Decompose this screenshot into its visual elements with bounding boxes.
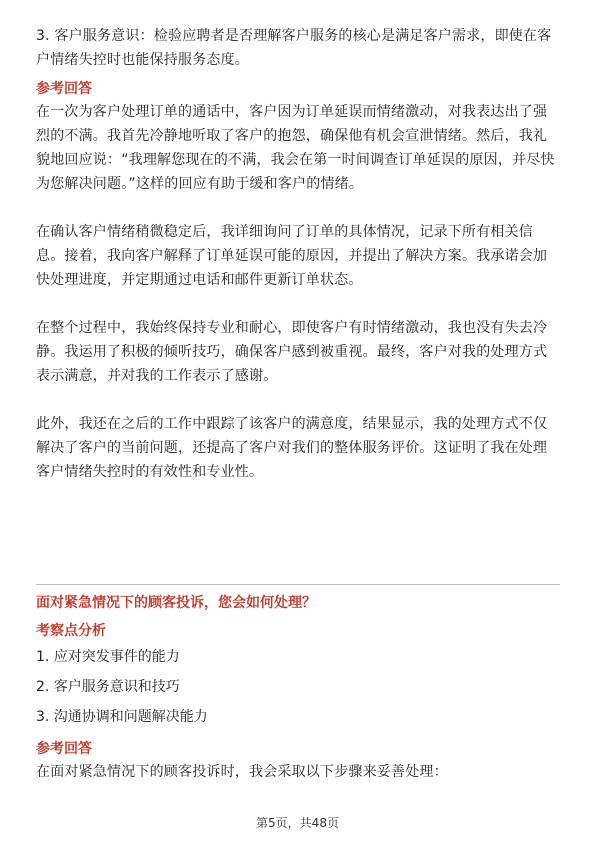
section-divider [36, 584, 560, 585]
analysis-heading: 考察点分析 [36, 623, 106, 639]
reference-answer-heading: 参考回答 [36, 741, 92, 757]
answer-section [36, 24, 560, 484]
answer-intro: 在面对紧急情况下的顾客投诉时，我会采取以下步骤来妥善处理： [36, 764, 448, 780]
page-number: 第5页，共48页 [256, 816, 339, 830]
answer-paragraph-4: 此外，我还在之后的工作中跟踪了该客户的满意度，结果显示，我的处理方式不仅解决了客户的当前问题，还提高了客户对我们的整体服务评价。这证明了我在处理客户情绪失控时的有效性和专业性。 [36, 416, 548, 480]
answer-paragraph-3: 在整个过程中，我始终保持专业和耐心，即使客户有时情绪激动，我也没有失去冷静。我运用了积极的倾听技巧，确保客户感到被重视。最终，客户对我的处理方式表示满意，并对我的工作表示了感谢。 [36, 320, 548, 384]
analysis-item: 2. 客户服务意识和技巧 [36, 679, 180, 695]
answer-paragraph-2: 在确认客户情绪稍微稳定后，我详细询问了订单的具体情况，记录下所有相关信息。接着，我向客户解释了订单延误可能的原因，并提出了解决方案。我承诺会加快处理进度，并定期通过电话和邮件更新订单状态。 [36, 224, 548, 288]
analysis-item: 1. 应对突发事件的能力 [36, 649, 180, 665]
question-section [36, 592, 560, 784]
analysis-item: 3. 沟通协调和问题解决能力 [36, 709, 208, 725]
criteria-item-3: 3. 客户服务意识：检验应聘者是否理解客户服务的核心是满足客户需求，即使在客户情绪失控时也能保持服务态度。 [36, 28, 552, 68]
answer-paragraph-1: 在一次为客户处理订单的通话中，客户因为订单延误而情绪激动，对我表达出了强烈的不满。我首先冷静地听取了客户的抱怨，确保他有机会宣泄情绪。然后，我礼貌地回应说：“我理解您现在的不满，我会在第一时间调查订单延误的原因，并尽快为您解决问题。”这样的回应有助于缓和客户的情绪。 [36, 104, 555, 192]
reference-answer-heading: 参考回答 [36, 81, 92, 97]
question-heading: 面对紧急情况下的顾客投诉，您会如何处理？ [36, 595, 316, 611]
